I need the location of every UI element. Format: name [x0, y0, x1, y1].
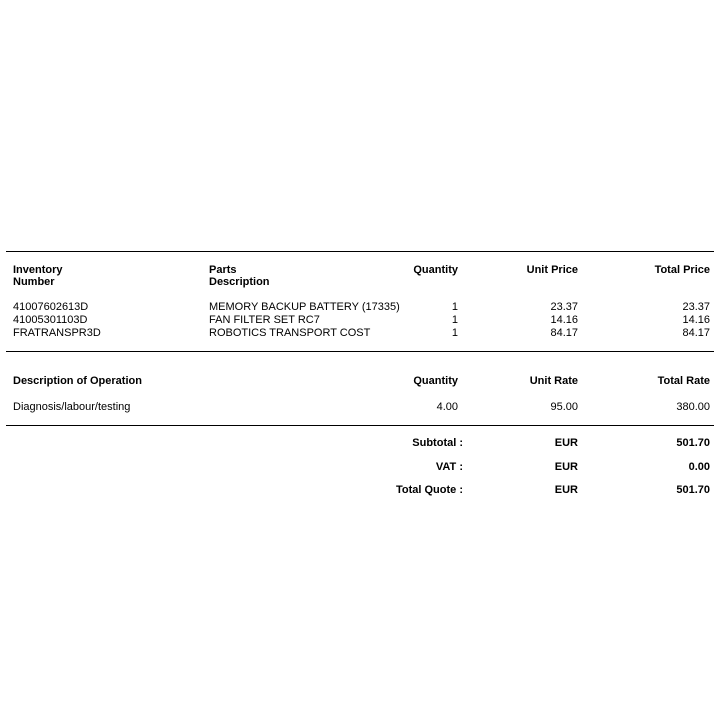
- subtotal-label: Subtotal :: [412, 437, 463, 449]
- header-unit-price: Unit Price: [526, 264, 578, 276]
- header-description-of-operation: Description of Operation: [13, 375, 142, 387]
- total-quote-amount: 501.70: [676, 484, 710, 496]
- part-total-price: 84.17: [682, 327, 710, 339]
- operations-divider: [6, 425, 714, 426]
- vat-currency: EUR: [554, 461, 578, 473]
- header-quantity: Quantity: [413, 264, 458, 276]
- header-total-price: Total Price: [654, 264, 710, 276]
- part-inventory: 41005301103D: [13, 314, 88, 326]
- part-unit-price: 23.37: [550, 301, 578, 313]
- operation-unit-rate: 95.00: [550, 401, 578, 413]
- header-unit-rate: Unit Rate: [529, 375, 578, 387]
- part-description: FAN FILTER SET RC7: [209, 314, 320, 326]
- part-quantity: 1: [451, 314, 458, 326]
- header-inventory-number: Inventory Number: [13, 264, 63, 288]
- subtotal-currency: EUR: [554, 437, 578, 449]
- part-quantity: 1: [451, 327, 458, 339]
- header-parts-description: Parts Description: [209, 264, 270, 288]
- part-inventory: FRATRANSPR3D: [13, 327, 101, 339]
- subtotal-amount: 501.70: [676, 437, 710, 449]
- header-op-quantity: Quantity: [413, 375, 458, 387]
- header-total-rate: Total Rate: [657, 375, 710, 387]
- part-total-price: 23.37: [682, 301, 710, 313]
- part-description: MEMORY BACKUP BATTERY (17335): [209, 301, 400, 313]
- part-inventory: 41007602613D: [13, 301, 89, 313]
- operation-description: Diagnosis/labour/testing: [13, 401, 131, 413]
- total-quote-currency: EUR: [554, 484, 578, 496]
- vat-label: VAT :: [435, 461, 463, 473]
- part-description: ROBOTICS TRANSPORT COST: [209, 327, 371, 339]
- parts-divider: [6, 351, 714, 352]
- operation-quantity: 4.00: [436, 401, 458, 413]
- total-quote-label: Total Quote :: [395, 484, 463, 496]
- part-unit-price: 84.17: [550, 327, 578, 339]
- part-total-price: 14.16: [682, 314, 710, 326]
- part-unit-price: 14.16: [550, 314, 578, 326]
- top-divider: [6, 251, 714, 252]
- part-quantity: 1: [451, 301, 458, 313]
- operation-total-rate: 380.00: [676, 401, 710, 413]
- vat-amount: 0.00: [688, 461, 710, 473]
